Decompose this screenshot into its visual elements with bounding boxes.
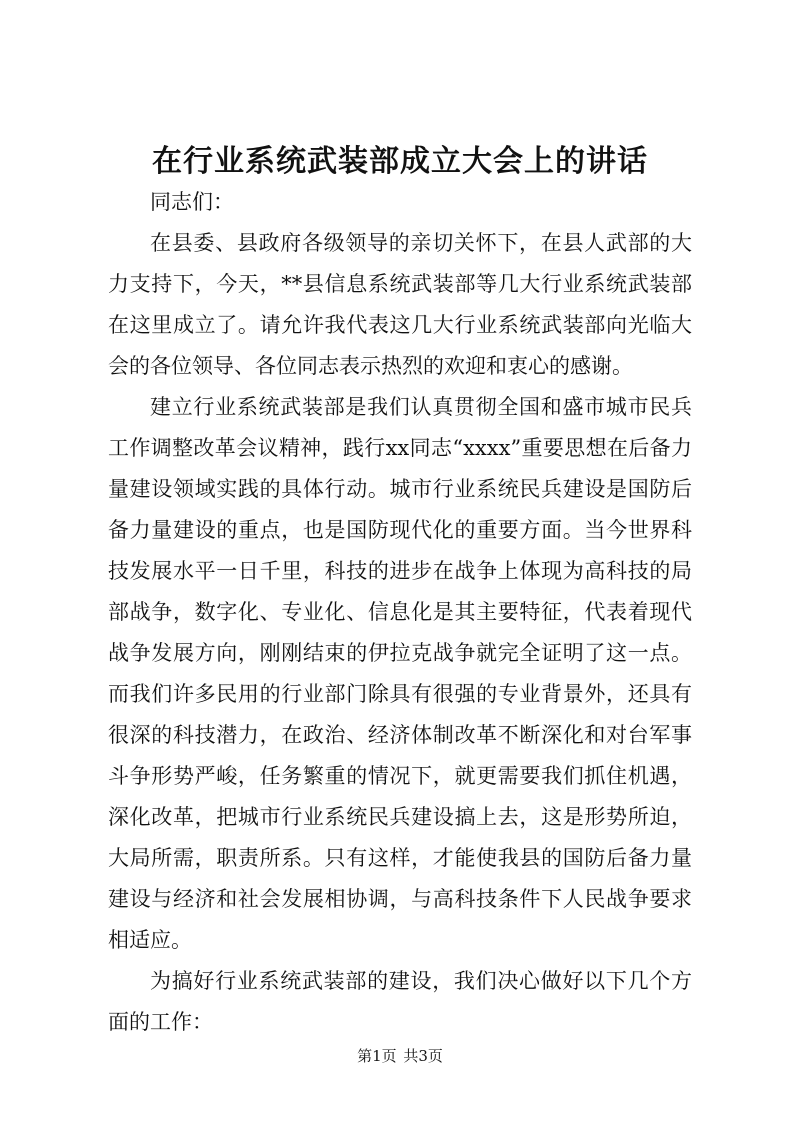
salutation-paragraph: 同志们：	[150, 190, 234, 214]
body-paragraph-3: 为搞好行业系统武装部的建设，我们决心做好以下几个方面的工作：	[108, 969, 692, 1034]
body-paragraph-1: 在县委、县政府各级领导的亲切关怀下，在县人武部的大力支持下，今天，**县信息系统武装部等几大行业系统武装部在这里成立了。请允许我代表这几大行业系统武装部向光临大会的各位领导、各位同志表示热烈的欢迎和衷心的感谢。	[108, 231, 692, 378]
body-paragraph-2: 建立行业系统武装部是我们认真贯彻全国和盛市城市民兵工作调整改革会议精神，践行xx同志“xxxx”重要思想在后备力量建设领域实践的具体行动。城市行业系统民兵建设是国防后备力量建设的重点，也是国防现代化的重要方面。当今世界科技发展水平一日千里，科技的进步在战争上体现为高科技的局部战争，数字化、专业化、信息化是其主要特征，代表着现代战争发展方向，刚刚结束的伊拉克战争就完全证明了这一点。而我们许多民用的行业部门除具有很强的专业背景外，还具有很深的科技潜力，在政治、经济体制改革不断深化和对台军事斗争形势严峻，任务繁重的情况下，就更需要我们抓住机遇，深化改革，把城市行业系统民兵建设搞上去，这是形势所迫，大局所需，职责所系。只有这样，才能使我县的国防后备力量建设与经济和社会发展相协调，与高科技条件下人民战争要求相适应。	[108, 395, 692, 952]
document-title: 在行业系统武装部成立大会上的讲话	[152, 144, 648, 179]
document-body	[108, 182, 692, 1043]
page-number-footer: 第1页 共3页	[357, 1047, 443, 1065]
